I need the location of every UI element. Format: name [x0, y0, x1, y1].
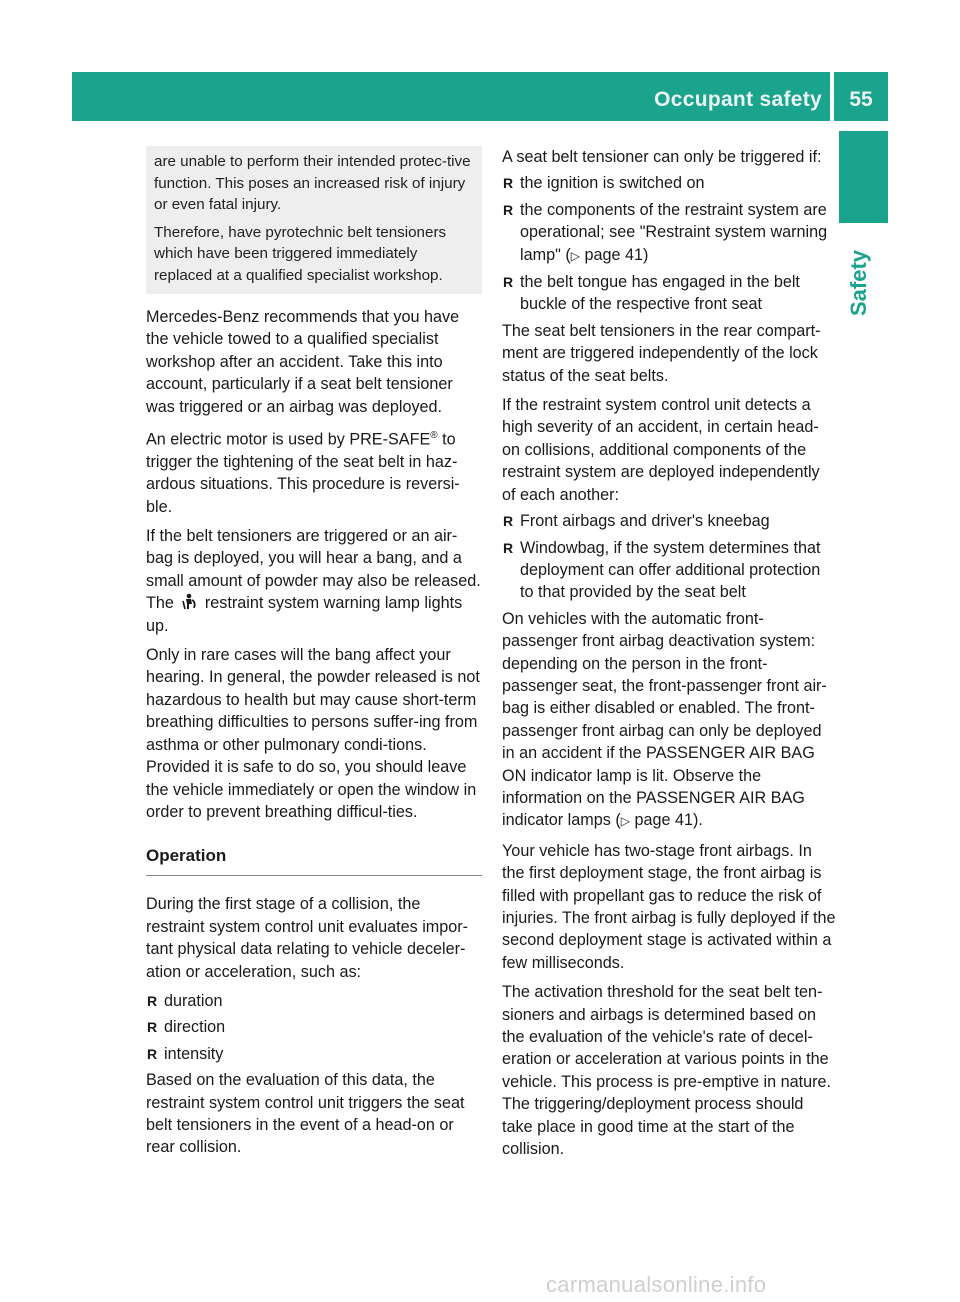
list-item: R the belt tongue has engaged in the belt buckle of the respective front seat	[503, 273, 800, 314]
side-tab-label: Safety	[846, 249, 871, 316]
list-item: R the ignition is switched on	[502, 172, 836, 194]
list-item: R intensity	[146, 1043, 482, 1065]
paragraph: Mercedes-Benz recommends that you have the vehicle towed to a qualified specialist workshop after an accident. Take this into account, particularly if a seat belt tensioner was triggered or an airbag was deployed.	[146, 308, 460, 416]
left-column	[146, 146, 482, 1166]
paragraph: If the restraint system control unit detects a high severity of an accident, in certain head-on collisions, additional components of the restraint system are deployed independently of each another:	[502, 396, 820, 504]
paragraph: During the first stage of a collision, the restraint system control unit evaluates impor-tant physical data relating to vehicle deceler-ation or acceleration, such as:	[146, 895, 469, 981]
paragraph: Your vehicle has two-stage front airbags. In the first deployment stage, the front airbag is filled with propellant gas to reduce the risk of injuries. The front airbag is fully deployed if the second deployment stage is activated within a few milliseconds.	[502, 841, 836, 972]
warning-box	[146, 146, 482, 294]
bullet-icon: R	[147, 1019, 158, 1036]
paragraph: Based on the evaluation of this data, the restraint system control unit triggers the seat belt tensioners in the event of a head-on or rear collision.	[146, 1071, 465, 1157]
bullet-list	[502, 510, 836, 604]
bullet-icon: R	[503, 274, 514, 291]
page-reference-link[interactable]: page 41	[634, 811, 694, 830]
warning-text: Therefore, have pyrotechnic belt tensioners which have been triggered immediately replaced at a qualified specialist workshop.	[154, 223, 447, 284]
paragraph: If the belt tensioners are triggered or an air-bag is deployed, you will hear a bang, and a small amount of powder may also be released. The restraint system warning lamp lights up.	[146, 527, 481, 635]
footer-watermark: carmanualsonline.info	[546, 1272, 767, 1297]
bullet-icon: R	[503, 513, 514, 530]
page-reference-arrow-icon: ▷	[620, 814, 630, 829]
list-item: R Front airbags and driver's kneebag	[502, 510, 836, 532]
paragraph: The seat belt tensioners in the rear compart-ment are triggered independently of the lock status of the seat belts.	[502, 321, 821, 385]
paragraph: A seat belt tensioner can only be triggered if:	[502, 148, 822, 166]
section-header-title: Occupant safety	[654, 88, 822, 111]
bullet-icon: R	[503, 539, 514, 556]
bullet-icon: R	[147, 1045, 158, 1062]
right-column	[502, 146, 836, 1167]
page-reference-link[interactable]: page 41	[584, 245, 643, 264]
paragraph: On vehicles with the automatic front-passenger front airbag deactivation system: depending on the person in the front-passenger seat, the front-passenger front air-bag is either disabled or enabled. The front-passenger front airbag can only be deployed in an accident if the PASSENGER AIR BAG ON indicator lamp is lit. Observe the information on the PASSENGER AIR BAG indicator lamps (▷ page 41).	[502, 609, 827, 830]
bullet-icon: R	[503, 175, 514, 192]
list-item: R duration	[146, 990, 482, 1012]
bullet-icon: R	[503, 201, 514, 218]
bullet-list	[146, 990, 482, 1065]
page-number: 55	[849, 88, 873, 111]
page-reference-arrow-icon: ▷	[570, 248, 580, 263]
paragraph: The activation threshold for the seat belt ten-sioners and airbags is determined based on the evaluation of the vehicle's rate of decel-eration or acceleration at various points in the vehicle. This process is pre-emptive in nature. The triggering/deployment process should take place in good time at the start of the collision.	[502, 983, 831, 1159]
operation-section	[146, 893, 482, 1158]
restraint-system-warning-lamp-icon	[181, 593, 197, 611]
list-item: R the components of the restraint system are operational; see "Restraint system warning lamp" (▷ page 41)	[503, 200, 828, 264]
list-item: R direction	[146, 1016, 482, 1038]
list-item: R Windowbag, if the system determines that deployment can offer additional protection to that provided by the seat belt	[503, 538, 821, 602]
bullet-list	[502, 172, 836, 315]
section-heading-operation: Operation	[146, 845, 482, 876]
bullet-icon: R	[147, 992, 158, 1009]
side-tab-block	[839, 131, 888, 223]
paragraph: Only in rare cases will the bang affect your hearing. In general, the powder released is not hazardous to health but may cause short-term breathing difficulties to persons suffer-ing from asthma or other pulmonary condi-tions. Provided it is safe to do so, you should leave the vehicle immediately or open the window in order to prevent breathing difficul-ties.	[146, 646, 480, 821]
paragraph: An electric motor is used by PRE-SAFE® to trigger the tightening of the seat belt in haz-ardous situations. This procedure is reversi-ble.	[146, 430, 460, 516]
warning-text: are unable to perform their intended protec-tive function. This poses an increased risk of injury or even fatal injury.	[154, 153, 471, 213]
